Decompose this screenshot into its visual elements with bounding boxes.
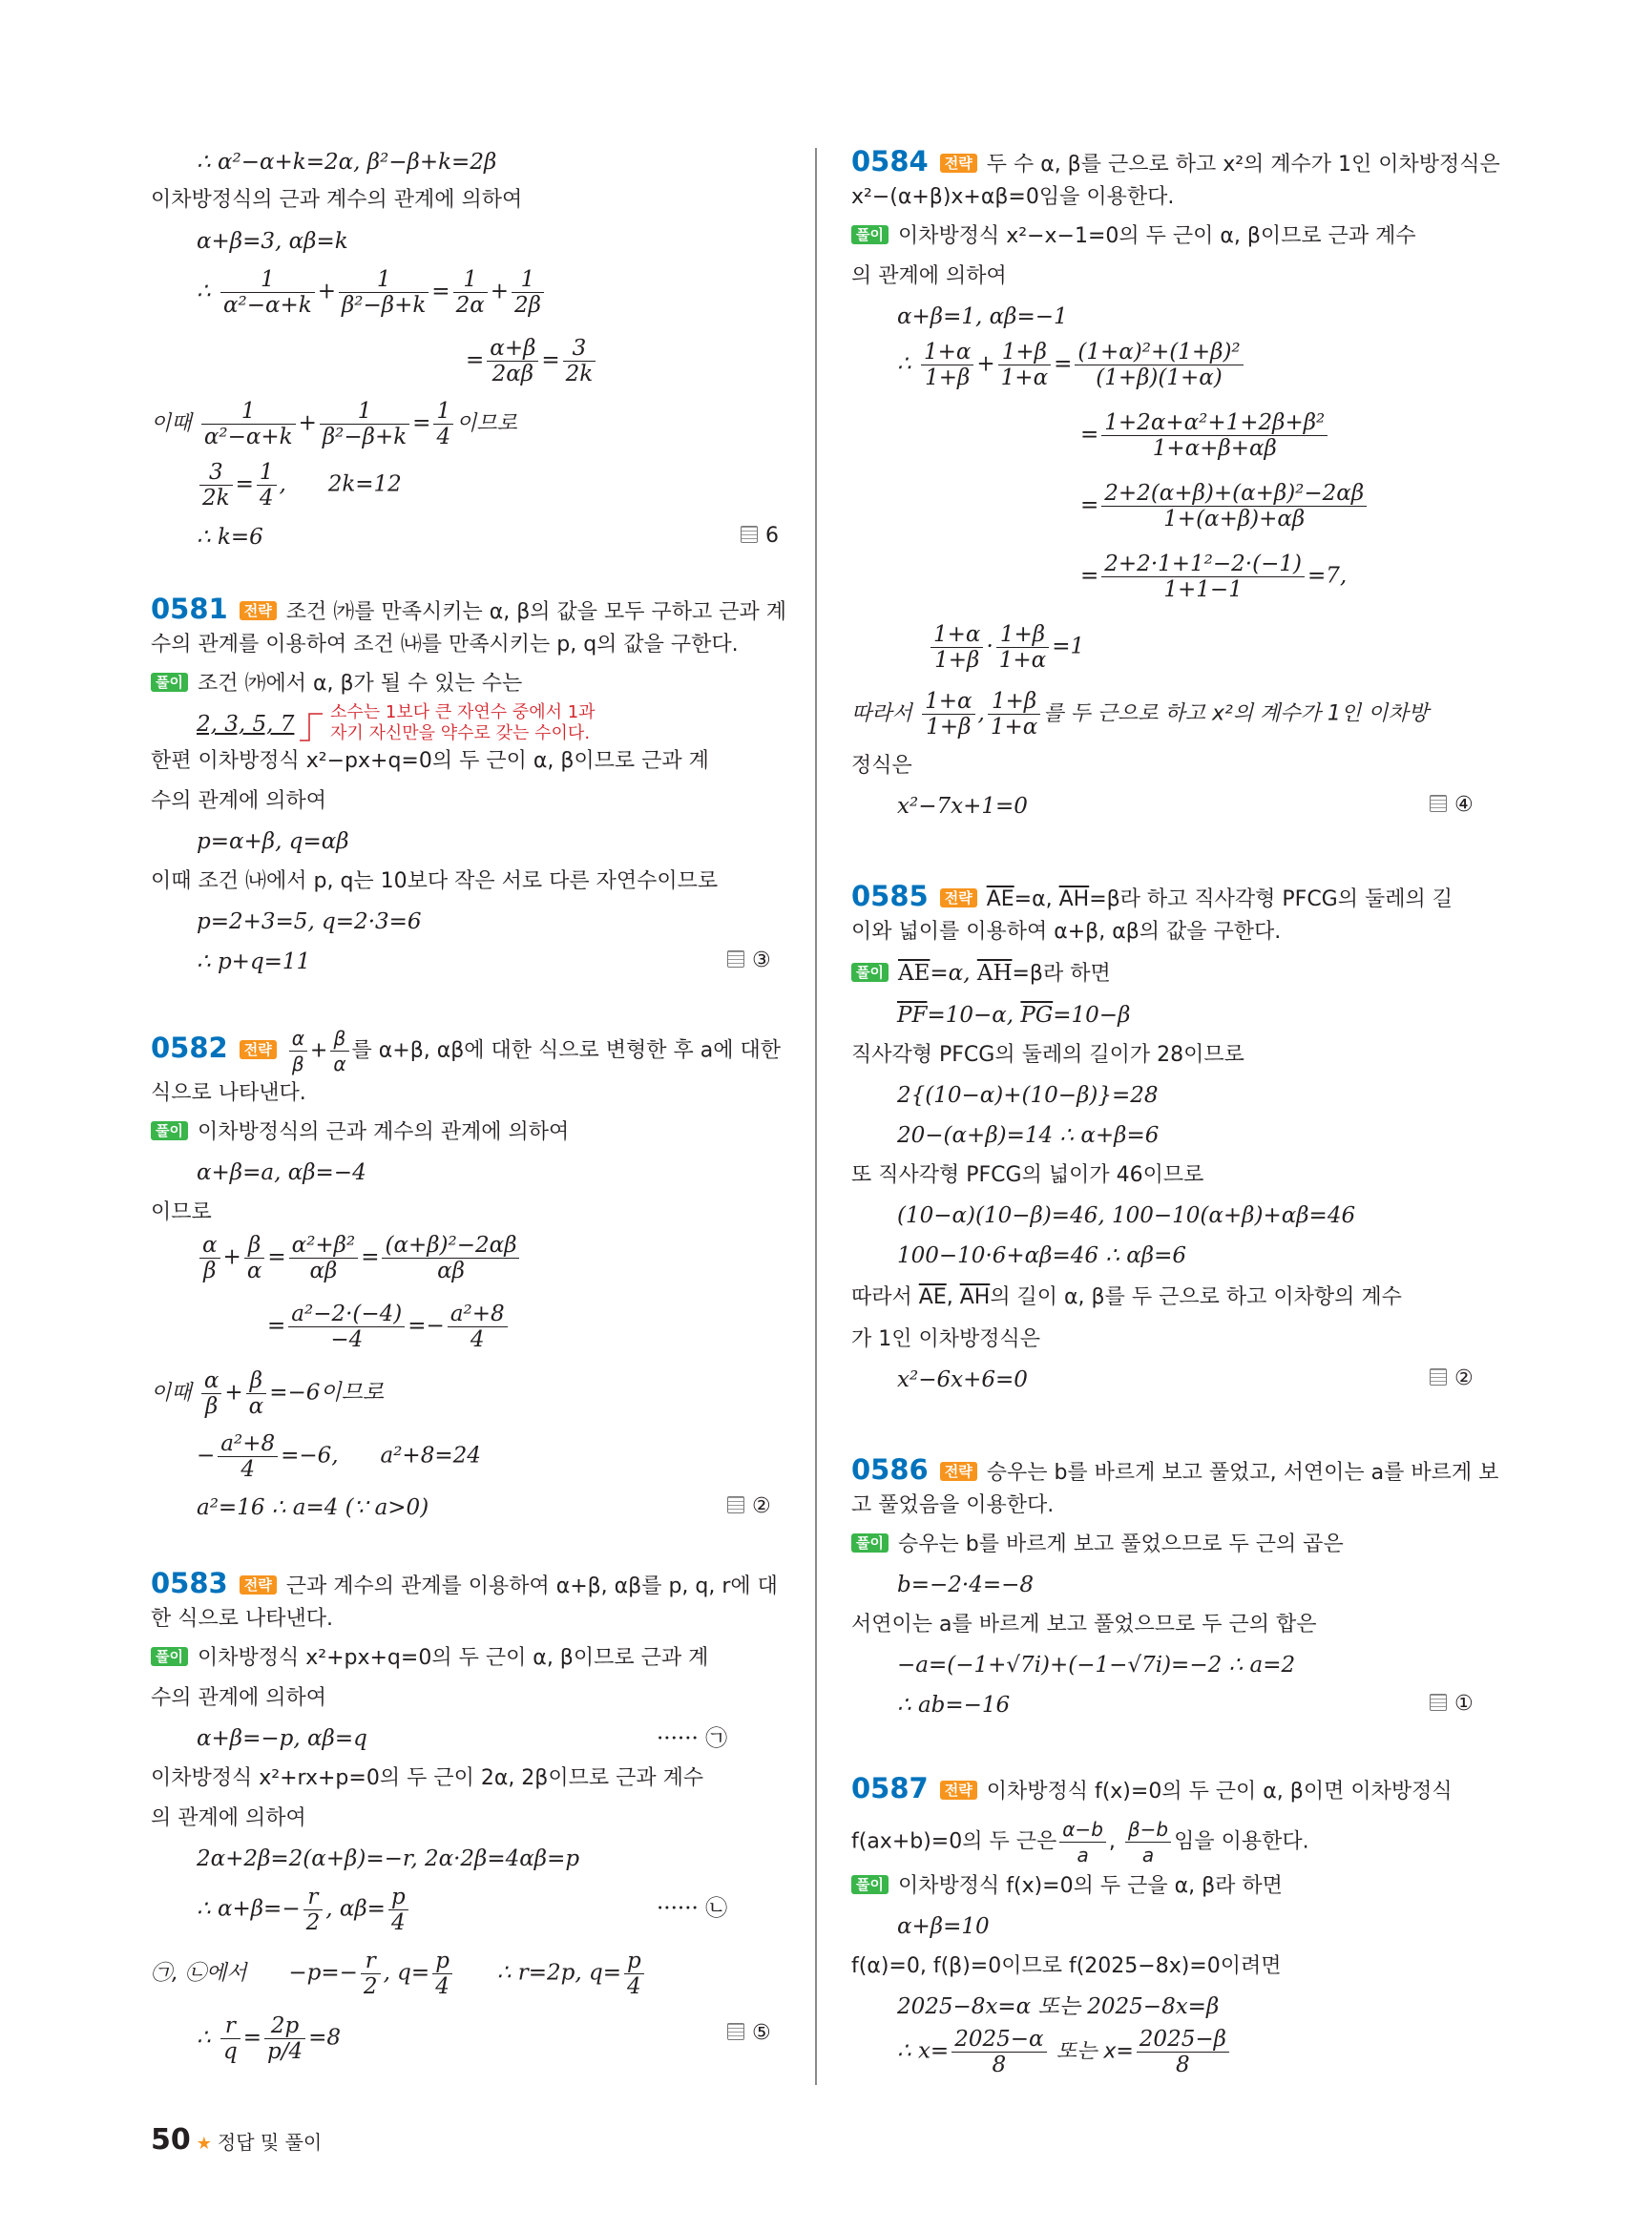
- solution-line: 풀이 이차방정식 f(x)=0의 두 근을 α, β라 하면: [851, 1872, 1283, 1901]
- answer-icon: [727, 2023, 744, 2040]
- strategy-tag: 전략: [940, 154, 977, 173]
- solution-line: 이므로: [151, 1200, 212, 1224]
- page-footer: [151, 2123, 322, 2157]
- answer-icon: [1430, 1368, 1447, 1386]
- solution-line: 이때 조건 ㈏에서 p, q는 10보다 작은 서로 다른 자연수이므로: [151, 869, 719, 893]
- equation-line: p=2+3=5, q=2·3=6: [197, 909, 422, 934]
- solution-line: 풀이 $\overline{AE}=\alpha$, $\overline{AH}=\beta$라 하면: [851, 959, 1111, 989]
- strategy-tag: 전략: [940, 1781, 977, 1800]
- equation-line: α+β=a, αβ=−4: [197, 1160, 366, 1185]
- equation-line: ∴ k=6: [197, 525, 263, 550]
- strategy-tag: 전략: [940, 888, 977, 907]
- footer-label: 정답 및 풀이: [217, 2131, 323, 2154]
- answer-mark: ②: [727, 1494, 771, 1518]
- strategy-tag: 전략: [240, 1040, 277, 1059]
- equation-line: $\overline{PF}=10-\alpha$, $\overline{PG}=10-\beta$: [897, 1003, 1131, 1028]
- equation-line: 따라서 $\frac{1+\alpha}{1+\beta}$ , $\frac{1+\beta}{1+\alpha}$ 를 두 근으로 하고 x²의 계수가 1인 이차방: [851, 689, 1429, 740]
- prime-list: 2, 3, 5, 7: [197, 712, 295, 737]
- equation-line: α+β=10: [897, 1914, 990, 1939]
- answer-icon: [727, 950, 744, 968]
- equation-line: = $\frac{\text{a²−2·(−4)}}{-4}$ =− $\frac{\text{a²+8}}{4}$: [267, 1302, 511, 1352]
- solution-line: 서연이는 a를 바르게 보고 풀었으므로 두 근의 합은: [851, 1613, 1317, 1637]
- problem-0581-header: 0581 전략 조건 ㈎를 만족시키는 α, β의 값을 모두 구하고 근과 계: [151, 593, 786, 625]
- equation-line: = $\frac{\alpha+\beta}{2\alpha\beta}$ = $\frac{3}{2k}$: [466, 336, 598, 386]
- page-number: 50: [151, 2123, 191, 2157]
- solution-tag: 풀이: [151, 673, 188, 692]
- solution-line: 풀이 이차방정식 x²+px+q=0의 두 근이 α, β이므로 근과 계: [151, 1644, 708, 1673]
- answer-icon: [1430, 795, 1447, 812]
- equation-line: ∴ $\frac{1+\alpha}{1+\beta}$ + $\frac{1+\beta}{1+\alpha}$ = $\frac{\text{(1+α)²+(1+β)²}}{(1+\beta)(1+\alpha)}$: [897, 340, 1246, 390]
- problem-0583-header-cont: 한 식으로 나타낸다.: [151, 1607, 333, 1631]
- equation-line: = $\frac{\text{2+2(α+β)+(α+β)²−2αβ}}{1+(\alpha+\beta)+\alpha\beta}$: [1080, 481, 1370, 532]
- equation-line: x²−6x+6=0: [897, 1367, 1028, 1392]
- equation-line: ∴ x= $\frac{2025-\alpha}{8}$ 또는 x= $\frac{2025-\beta}{8}$: [897, 2027, 1232, 2077]
- problem-0586-header: 0586 전략 승우는 b를 바르게 보고 풀었고, 서연이는 a를 바르게 보: [851, 1453, 1499, 1486]
- solution-tag: 풀이: [851, 225, 889, 244]
- equation-line: a²=16 ∴ a=4 (∵ a>0): [197, 1495, 429, 1520]
- equation-line: − $\frac{\text{a²+8}}{4}$ =−6, a²+8=24: [197, 1431, 481, 1482]
- note-bracket: [296, 708, 324, 742]
- equation-line: 2{(10−α)+(10−β)}=28: [897, 1083, 1159, 1108]
- equation-line: 이때 $\frac{\alpha}{\beta}$ + $\frac{\beta}{\alpha}$ =−6이므로: [151, 1368, 385, 1419]
- solution-line: 수의 관계에 의하여: [151, 1686, 327, 1710]
- equation-line: −a=(−1+√7i)+(−1−√7i)=−2 ∴ a=2: [897, 1653, 1296, 1678]
- solution-tag: 풀이: [851, 1875, 889, 1894]
- text-line: 이차방정식의 근과 계수의 관계에 의하여: [151, 188, 523, 212]
- problem-0587-header: 0587 전략 이차방정식 f(x)=0의 두 근이 α, β이면 이차방정식: [851, 1772, 1453, 1804]
- solution-line: 따라서 $\overline{AE}$, $\overline{AH}$의 길이 α, β를 두 근으로 하고 이차항의 계수: [851, 1285, 1402, 1309]
- equation-line: ∴ p+q=11: [197, 949, 311, 974]
- problem-0582-header-cont: 식으로 나타낸다.: [151, 1081, 306, 1105]
- equation-line: ∴ $\frac{1}{\text{α²−α+k}}$ + $\frac{1}{\text{β²−β+k}}$ = $\frac{1}{2\alpha}$ + $\frac{1}{2\beta}$: [197, 267, 547, 318]
- solution-tag: 풀이: [151, 1647, 188, 1666]
- problem-0583-header: 0583 전략 근과 계수의 관계를 이용하여 α+β, αβ를 p, q, r에 대: [151, 1567, 778, 1599]
- equation-line: α+β=3, αβ=k: [197, 229, 348, 254]
- equation-marker: ······ ㉡: [657, 1896, 728, 1921]
- solution-line: 한편 이차방정식 x²−px+q=0의 두 근이 α, β이므로 근과 계: [151, 749, 709, 773]
- answer-icon: [1430, 1694, 1447, 1711]
- strategy-tag: 전략: [240, 601, 277, 620]
- answer-mark: ⑤: [727, 2021, 771, 2045]
- answer-mark: ②: [1430, 1366, 1474, 1390]
- side-note: 소수는 1보다 큰 자연수 중에서 1과: [330, 702, 596, 722]
- solution-tag: 풀이: [151, 1121, 188, 1140]
- problem-0581-header-cont: 수의 관계를 이용하여 조건 ㈏를 만족시키는 p, q의 값을 구한다.: [151, 633, 739, 657]
- answer-icon: [727, 1496, 744, 1513]
- equation-line: $\frac{1+\alpha}{1+\beta}$ · $\frac{1+\beta}{1+\alpha}$ =1: [928, 622, 1084, 673]
- answer-mark: ④: [1430, 793, 1474, 817]
- equation-line: 이때 $\frac{1}{\text{α²−α+k}}$ + $\frac{1}{\text{β²−β+k}}$ = $\frac{1}{4}$ 이므로: [151, 399, 517, 449]
- equation-line: ∴ $\frac{r}{q}$ = $\frac{2p}{p/4}$ =8: [197, 2013, 341, 2064]
- solution-tag: 풀이: [851, 963, 889, 982]
- equation-line: ∴ ab=−16: [897, 1693, 1011, 1718]
- solution-tag: 풀이: [851, 1533, 889, 1553]
- equation-line: ∴ α+β=− $\frac{r}{2}$ , αβ= $\frac{p}{4}$: [197, 1885, 411, 1935]
- equation-line: 2α+2β=2(α+β)=−r, 2α·2β=4αβ=p: [197, 1846, 580, 1871]
- problem-0582-header: 0582 전략 $\frac{\alpha}{\beta}$ + $\frac{\beta}{\alpha}$ 를 α+β, αβ에 대한 식으로 변형한 후 a에 대한: [151, 1027, 781, 1075]
- equation-line: b=−2·4=−8: [897, 1573, 1035, 1597]
- problem-0585-header-cont: 이와 넓이를 이용하여 α+β, αβ의 값을 구한다.: [851, 920, 1282, 944]
- solution-line: 풀이 조건 ㈎에서 α, β가 될 수 있는 수는: [151, 670, 522, 698]
- equation-line: 20−(α+β)=14 ∴ α+β=6: [897, 1123, 1160, 1148]
- equation-line: $\frac{\alpha}{\beta}$ + $\frac{\beta}{\alpha}$ = $\frac{\text{α²+β²}}{\alpha\beta}$ = $\frac{\text{(α+β)²−2αβ}}{\alpha\beta}$: [197, 1233, 522, 1283]
- equation-marker: ······ ㉠: [657, 1726, 728, 1751]
- equation-line: p=α+β, q=αβ: [197, 829, 349, 854]
- strategy-tag: 전략: [240, 1575, 277, 1595]
- side-note: 자기 자신만을 약수로 갖는 수이다.: [330, 723, 591, 743]
- solution-line: 의 관계에 의하여: [151, 1806, 306, 1830]
- problem-0584-header: 0584 전략 두 수 α, β를 근으로 하고 x²의 계수가 1인 이차방정식은: [851, 145, 1500, 177]
- equation-line: α+β=1, αβ=−1: [897, 304, 1068, 329]
- solution-line: 이차방정식 x²+rx+p=0의 두 근이 2α, 2β이므로 근과 계수: [151, 1766, 704, 1790]
- solution-line: 풀이 이차방정식 x²−x−1=0의 두 근이 α, β이므로 근과 계수: [851, 222, 1416, 251]
- equation-line: ㉠, ㉡에서 −p=− $\frac{r}{2}$ , q= $\frac{p}{4}$ ∴ r=2p, q= $\frac{p}{4}$: [151, 1949, 647, 1999]
- equation-line: ∴ α²−α+k=2α, β²−β+k=2β: [197, 150, 497, 175]
- solution-line: 의 관계에 의하여: [851, 264, 1007, 288]
- equation-line: = $\frac{\text{2+2·1+1²−2·(−1)}}{1+1-1}$ =7,: [1080, 552, 1348, 602]
- problem-0587-header-cont: f(ax+b)=0의 두 근은 $\frac{\alpha-b}{a}$ , $\frac{\beta-b}{a}$ 임을 이용한다.: [851, 1818, 1309, 1866]
- equation-line: (10−α)(10−β)=46, 100−10(α+β)+αβ=46: [897, 1203, 1356, 1228]
- equation-line: = $\frac{\text{1+2α+α²+1+2β+β²}}{1+\alpha+\beta+\alpha\beta}$: [1080, 410, 1330, 461]
- problem-0584-header-cont: x²−(α+β)x+αβ=0임을 이용한다.: [851, 185, 1175, 209]
- problem-0586-header-cont: 고 풀었음을 이용한다.: [851, 1493, 1055, 1517]
- solution-line: 정식은: [851, 754, 912, 778]
- answer-mark: ①: [1430, 1692, 1474, 1716]
- answer-mark: ③: [727, 949, 771, 972]
- solution-line: 또 직사각형 PFCG의 넓이가 46이므로: [851, 1163, 1204, 1187]
- star-icon: ★: [196, 2134, 212, 2154]
- solution-line: 가 1인 이차방정식은: [851, 1327, 1040, 1351]
- strategy-tag: 전략: [940, 1462, 977, 1481]
- answer-icon: [741, 526, 758, 543]
- column-divider: [815, 148, 817, 2085]
- solution-line: 직사각형 PFCG의 둘레의 길이가 28이므로: [851, 1043, 1244, 1067]
- solution-line: 풀이 이차방정식의 근과 계수의 관계에 의하여: [151, 1118, 569, 1147]
- solution-line: f(α)=0, f(β)=0이므로 f(2025−8x)=0이려면: [851, 1954, 1282, 1978]
- equation-line: 2025−8x=α 또는 2025−8x=β: [897, 1994, 1220, 2019]
- equation-line: x²−7x+1=0: [897, 794, 1028, 819]
- problem-0585-header: 0585 전략 $\overline{AE}=\alpha$, $\overline{AH}=\beta$라 하고 직사각형 PFCG의 둘레의 길: [851, 880, 1453, 912]
- solution-line: 풀이 승우는 b를 바르게 보고 풀었으므로 두 근의 곱은: [851, 1531, 1344, 1559]
- solution-line: 수의 관계에 의하여: [151, 789, 327, 813]
- equation-line: 100−10·6+αβ=46 ∴ αβ=6: [897, 1243, 1187, 1268]
- answer-mark: 6: [741, 524, 779, 548]
- equation-line: $\frac{3}{2k}$ = $\frac{1}{4}$ , 2k=12: [197, 460, 402, 511]
- equation-line: α+β=−p, αβ=q: [197, 1726, 367, 1751]
